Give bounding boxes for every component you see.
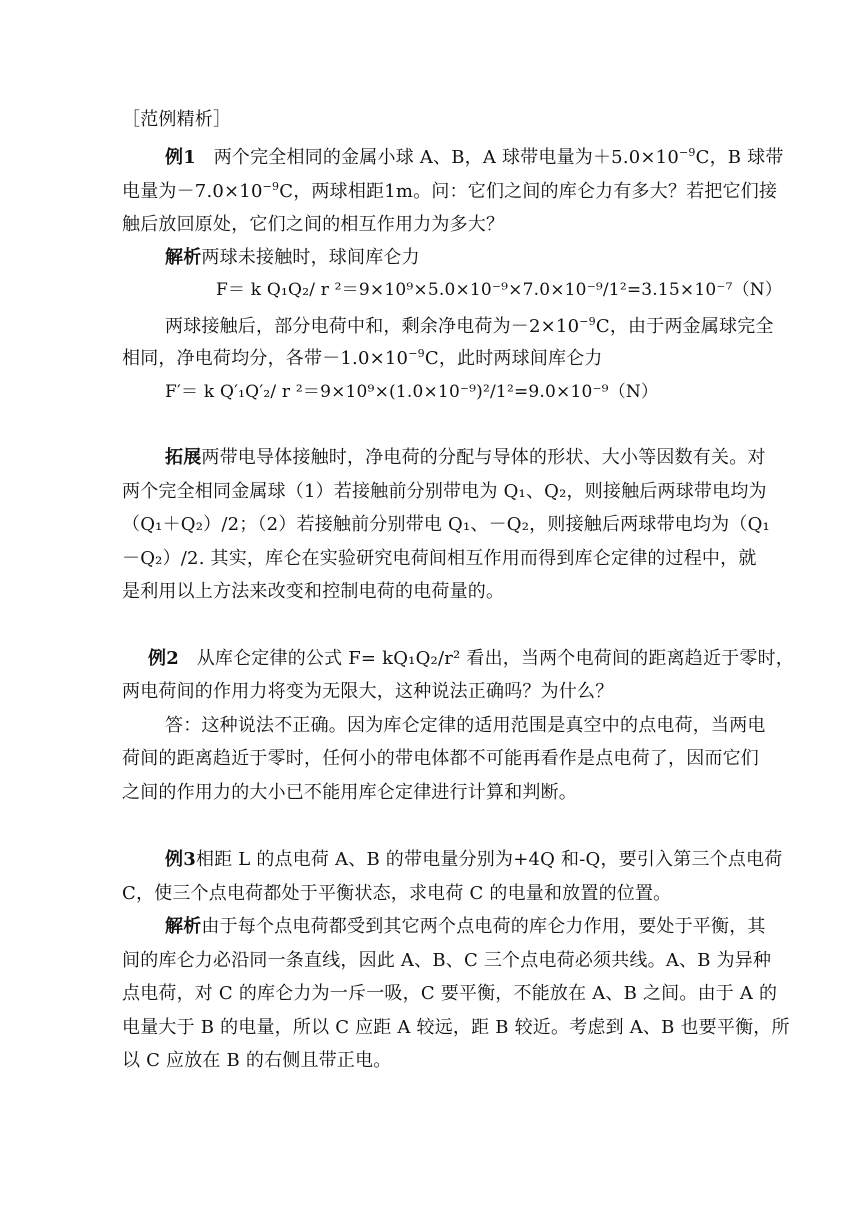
example-2-question-line-1: 例2 从库仑定律的公式 F= kQ₁Q₂/r² 看出，当两个电荷间的距离趋近于零时， — [148, 648, 794, 669]
solution-label: 解析 — [165, 916, 202, 937]
example-1-solution-line-3: 相同，净电荷均分，各带$-1.0\times 10^{-9}C$，此时两球间库仑力 — [122, 347, 603, 369]
example-1-question-line-2: 电量为$-7.0\times 10^{-9}C$，两球相距1m。问：它们之间的库仑力有多大？若把它们接 — [122, 180, 778, 202]
exponent: −9 — [678, 146, 696, 159]
example-3-label: 例3 — [165, 849, 196, 870]
exponent: −9 — [408, 347, 425, 360]
extension-label: 拓展 — [165, 447, 202, 468]
example-1-solution-line-2: 两球接触后，部分电荷中和，剩余净电荷为$-2\times 10^{-9}C$，由于两金属球完全 — [165, 315, 774, 337]
example-1-label: 例1 — [165, 147, 196, 168]
exponent: −9 — [262, 180, 280, 193]
extension-line-4: －Q₂）/2. 其实，库仑在实验研究电荷间相互作用而得到库仑定律的过程中，就 — [122, 548, 757, 569]
exponent: −9 — [579, 315, 596, 328]
example-1-question-line-1: 例1 两个完全相同的金属小球 A、B，A 球带电量为$+5.0\times 10^{-9}C$，B 球带 — [165, 146, 784, 168]
example-3-question-line-2: C，使三个点电荷都处于平衡状态，求电荷 C 的电量和放置的位置。 — [122, 883, 672, 904]
example-3-solution-line-1: 解析由于每个点电荷都受到其它两个点电荷的库仑力作用，要处于平衡，其 — [165, 916, 766, 937]
example-3-solution-line-4: 电量大于 B 的电量，所以 C 应距 A 较远，距 B 较近。考虑到 A、B 也要平衡，所 — [122, 1017, 790, 1038]
example-3-solution-line-2: 间的库仑力必沿同一条直线，因此 A、B、C 三个点电荷必须共线。A、B 为异种 — [122, 950, 772, 971]
example-3-solution-line-3: 点电荷，对 C 的库仑力为一斥一吸，C 要平衡，不能放在 A、B 之间。由于 A 的 — [122, 983, 778, 1004]
example-3-solution-line-5: 以 C 应放在 B 的右侧且带正电。 — [122, 1050, 392, 1071]
extension-line-1: 拓展两带电导体接触时，净电荷的分配与导体的形状、大小等因数有关。对 — [165, 447, 766, 468]
solution-label: 解析 — [165, 247, 202, 268]
example-3-question-line-1: 例3相距 L 的点电荷 A、B 的带电量分别为+4Q 和-Q，要引入第三个点电荷 — [165, 849, 783, 870]
example-2-answer-line-1: 答：这种说法不正确。因为库仑定律的适用范围是真空中的点电荷，当两电 — [165, 715, 766, 736]
coulomb-formula-1: F＝ k Q₁Q₂/ r ²＝9×10⁹×5.0×10⁻⁹×7.0×10⁻⁹/1²=3.15×10⁻⁷（N） — [216, 280, 783, 300]
example-1-solution-line-1: 解析两球未接触时，球间库仑力 — [165, 247, 420, 268]
section-title: ［范例精析］ — [122, 109, 232, 130]
example-2-question-line-2: 两电荷间的作用力将变为无限大，这种说法正确吗？为什么？ — [122, 681, 614, 702]
extension-line-3: （Q₁＋Q₂）/2；（2）若接触前分别带电 Q₁、－Q₂，则接触后两球带电均为（Q₁ — [122, 514, 770, 535]
example-2-answer-line-2: 荷间的距离趋近于零时，任何小的带电体都不可能再看作是点电荷了，因而它们 — [122, 748, 759, 769]
example-1-question-line-3: 触后放回原处，它们之间的相互作用力为多大？ — [122, 214, 505, 235]
example-2-label: 例2 — [148, 648, 179, 669]
example-2-answer-line-3: 之间的作用力的大小已不能用库仑定律进行计算和判断。 — [122, 782, 577, 803]
coulomb-formula-2: F′＝ k Q′₁Q′₂/ r ²＝9×10⁹×(1.0×10⁻⁹)²/1²=9.0×10⁻⁹（N） — [165, 382, 659, 402]
extension-line-5: 是利用以上方法来改变和控制电荷的电荷量的。 — [122, 581, 505, 602]
extension-line-2: 两个完全相同金属球（1）若接触前分别带电为 Q₁、Q₂，则接触后两球带电均为 — [122, 481, 767, 502]
